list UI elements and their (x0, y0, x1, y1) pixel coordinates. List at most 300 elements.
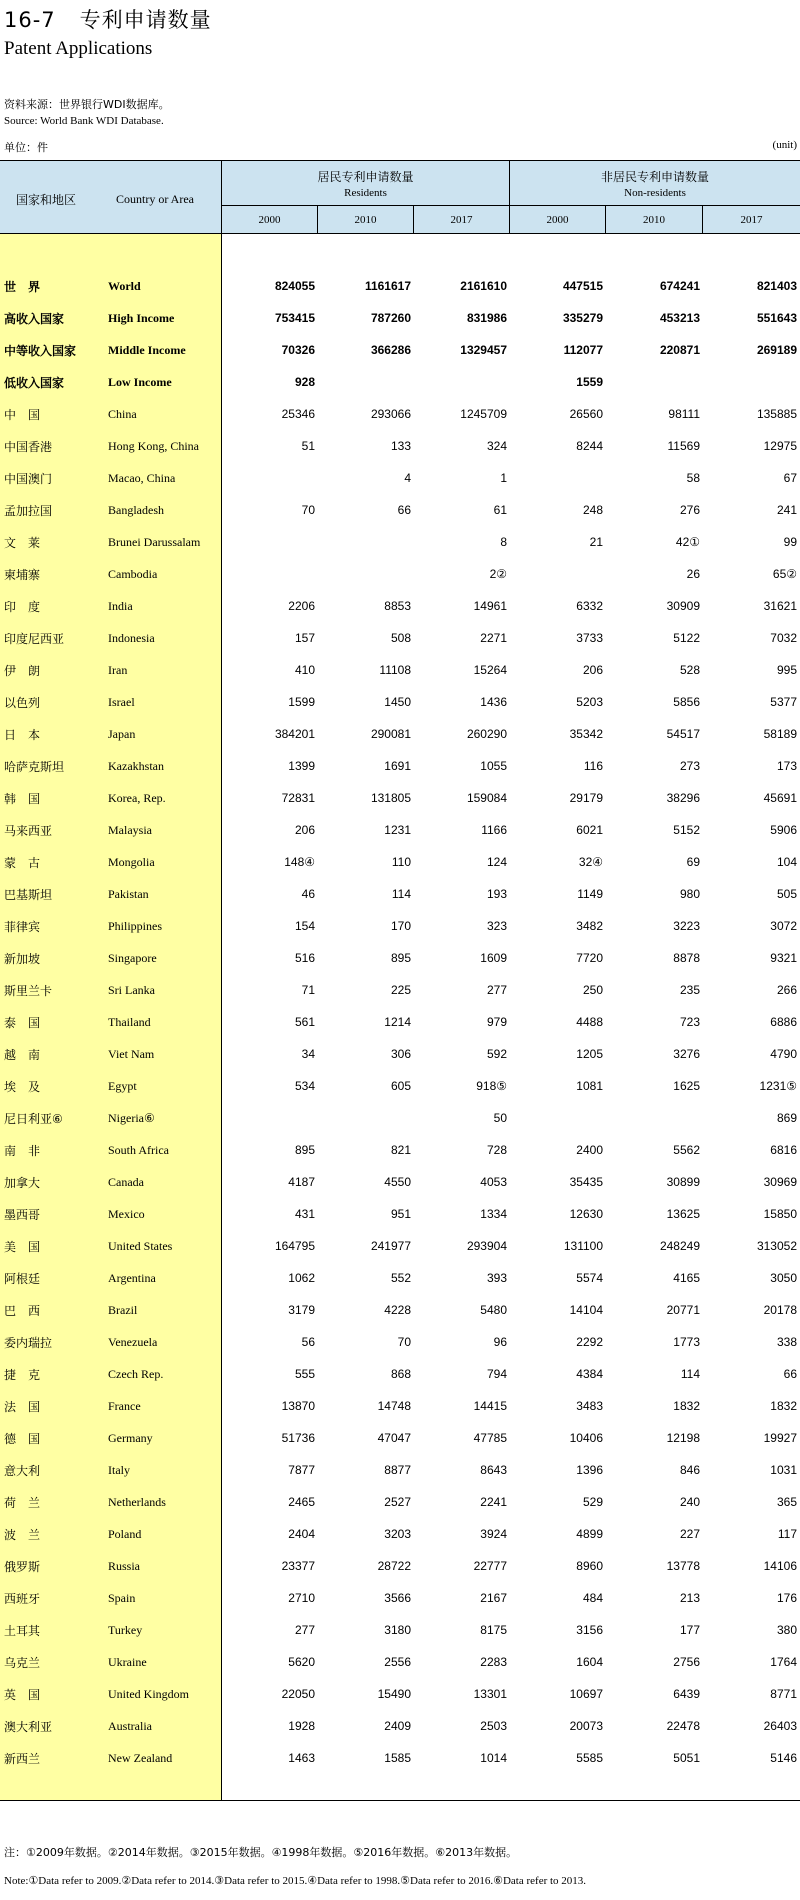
value-cell: 70326 (281, 343, 315, 357)
value-cell: 4053 (480, 1175, 507, 1189)
value-cell: 13870 (281, 1399, 315, 1413)
table-row (0, 462, 800, 494)
value-cell: 3483 (576, 1399, 603, 1413)
value-cell: 895 (390, 951, 411, 965)
value-cell: 918⑤ (476, 1079, 507, 1093)
value-cell: 2292 (576, 1335, 603, 1349)
table-row (0, 622, 800, 654)
country-name-cn: 意大利 (4, 1464, 41, 1478)
country-name-en: Macao, China (108, 471, 176, 485)
value-cell: 995 (776, 663, 797, 677)
country-name-cn: 蒙 古 (4, 856, 41, 870)
country-name-cn: 英 国 (4, 1688, 41, 1702)
value-cell: 928 (294, 375, 315, 389)
value-cell: 1245709 (460, 407, 507, 421)
value-cell: 227 (679, 1527, 700, 1541)
value-cell: 22777 (473, 1559, 507, 1573)
country-name-cn: 孟加拉国 (4, 504, 53, 518)
footnote-en: Note:①Data refer to 2009.②Data refer to 2014.③Data refer to 2015.④Data refer to 1998.⑤Data refer to 2016.⑥Data refer to 2013. (4, 1875, 587, 1887)
value-cell: 3203 (384, 1527, 411, 1541)
value-cell: 13625 (666, 1207, 700, 1221)
value-cell: 1399 (288, 759, 315, 773)
table-row (0, 1646, 800, 1678)
source-note-cn: 资料来源：世界银行WDI数据库。 (4, 98, 170, 111)
value-cell: 220871 (659, 343, 700, 357)
table-row (0, 718, 800, 750)
value-cell: 206 (582, 663, 603, 677)
value-cell: 1161617 (364, 279, 411, 293)
value-cell: 14104 (569, 1303, 603, 1317)
value-cell: 552 (390, 1271, 411, 1285)
value-cell: 1928 (288, 1719, 315, 1733)
value-cell: 213 (679, 1591, 700, 1605)
value-cell: 29179 (569, 791, 603, 805)
value-cell: 26560 (569, 407, 603, 421)
value-cell: 104 (776, 855, 797, 869)
value-cell: 14106 (763, 1559, 797, 1573)
country-name-en: Nigeria⑥ (108, 1111, 155, 1125)
table-row (0, 590, 800, 622)
country-name-cn: 巴 西 (4, 1304, 41, 1318)
table-row (0, 654, 800, 686)
value-cell: 46 (301, 887, 315, 901)
value-cell: 2710 (288, 1591, 315, 1605)
value-cell: 5203 (576, 695, 603, 709)
value-cell: 21 (589, 535, 603, 549)
residents-header-en: Residents (344, 187, 387, 199)
value-cell: 831986 (466, 311, 507, 325)
table-row (0, 1006, 800, 1038)
value-cell: 821403 (756, 279, 797, 293)
value-cell: 66 (783, 1367, 797, 1381)
country-header-cn: 国家和地区 (16, 193, 77, 207)
country-name-cn: 南 非 (4, 1144, 41, 1158)
value-cell: 114 (391, 887, 411, 901)
value-cell: 1691 (384, 759, 411, 773)
value-cell: 61 (493, 503, 507, 517)
value-cell: 6439 (673, 1687, 700, 1701)
value-cell: 35342 (569, 727, 603, 741)
value-cell: 2465 (288, 1495, 315, 1509)
value-cell: 980 (679, 887, 700, 901)
value-cell: 8878 (673, 951, 700, 965)
country-name-cn: 中等收入国家 (4, 344, 77, 358)
value-cell: 3223 (673, 919, 700, 933)
value-cell: 605 (390, 1079, 411, 1093)
value-cell: 3050 (770, 1271, 797, 1285)
value-cell: 674241 (659, 279, 700, 293)
value-cell: 131100 (563, 1239, 603, 1253)
value-cell: 1609 (480, 951, 507, 965)
table-row (0, 558, 800, 590)
value-cell: 528 (679, 663, 700, 677)
value-cell: 787260 (370, 311, 411, 325)
country-name-en: Korea, Rep. (108, 791, 166, 805)
country-name-en: Philippines (108, 919, 163, 933)
value-cell: 1149 (577, 887, 603, 901)
value-cell: 12630 (569, 1207, 603, 1221)
table-row (0, 494, 800, 526)
value-cell: 951 (390, 1207, 411, 1221)
value-cell: 3733 (576, 631, 603, 645)
value-cell: 277 (294, 1623, 315, 1637)
value-cell: 28722 (377, 1559, 411, 1573)
country-name-en: Viet Nam (108, 1047, 155, 1061)
table-row (0, 302, 800, 334)
table-row (0, 430, 800, 462)
value-cell: 58 (686, 471, 700, 485)
country-name-cn: 马来西亚 (4, 824, 53, 838)
value-cell: 5051 (673, 1751, 700, 1765)
value-cell: 1014 (480, 1751, 507, 1765)
value-cell: 69 (686, 855, 700, 869)
country-name-en: Italy (108, 1463, 130, 1477)
table-row (0, 1262, 800, 1294)
value-cell: 110 (391, 855, 411, 869)
table-row (0, 1326, 800, 1358)
unit-label-en: (unit) (772, 139, 797, 151)
country-name-cn: 中国澳门 (4, 472, 53, 486)
year-header-residents-2010: 2010 (318, 206, 414, 234)
table-row (0, 1486, 800, 1518)
value-cell: 895 (294, 1143, 315, 1157)
residents-group-header (222, 161, 510, 206)
value-cell: 313052 (756, 1239, 797, 1253)
value-cell: 248249 (659, 1239, 700, 1253)
value-cell: 240 (679, 1495, 700, 1509)
value-cell: 11569 (667, 439, 700, 453)
country-name-en: Germany (108, 1431, 153, 1445)
country-name-cn: 柬埔寨 (4, 568, 41, 582)
country-name-en: New Zealand (108, 1751, 173, 1765)
value-cell: 516 (294, 951, 315, 965)
value-cell: 555 (294, 1367, 315, 1381)
value-cell: 15264 (473, 663, 507, 677)
country-name-en: Mexico (108, 1207, 145, 1221)
country-name-en: Malaysia (108, 823, 152, 837)
value-cell: 534 (294, 1079, 315, 1093)
country-name-cn: 日 本 (4, 728, 41, 742)
value-cell: 2756 (673, 1655, 700, 1669)
value-cell: 133 (390, 439, 411, 453)
value-cell: 38296 (666, 791, 700, 805)
value-cell: 1231 (384, 823, 411, 837)
country-name-en: Mongolia (108, 855, 155, 869)
value-cell: 14748 (377, 1399, 411, 1413)
country-name-en: Canada (108, 1175, 144, 1189)
country-name-en: Ukraine (108, 1655, 147, 1669)
table-row (0, 1134, 800, 1166)
value-cell: 170 (390, 919, 411, 933)
value-cell: 1773 (673, 1335, 700, 1349)
value-cell: 293066 (370, 407, 411, 421)
value-cell: 380 (776, 1623, 797, 1637)
value-cell: 30909 (666, 599, 700, 613)
residents-header-cn: 居民专利申请数量 (317, 170, 414, 184)
value-cell: 8771 (770, 1687, 797, 1701)
country-name-en: Brunei Darussalam (108, 535, 201, 549)
table-row (0, 1550, 800, 1582)
value-cell: 8643 (480, 1463, 507, 1477)
country-name-en: India (108, 599, 133, 613)
value-cell: 5122 (673, 631, 700, 645)
country-name-cn: 巴基斯坦 (4, 888, 53, 902)
table-row (0, 1678, 800, 1710)
year-header-residents-2000: 2000 (222, 206, 318, 234)
value-cell: 5906 (770, 823, 797, 837)
value-cell: 8853 (384, 599, 411, 613)
value-cell: 6021 (576, 823, 603, 837)
value-cell: 12975 (763, 439, 797, 453)
value-cell: 4899 (576, 1527, 603, 1541)
table-row (0, 526, 800, 558)
table-row (0, 1742, 800, 1774)
country-name-en: Venezuela (108, 1335, 158, 1349)
value-cell: 453213 (659, 311, 700, 325)
value-cell: 8244 (576, 439, 603, 453)
value-cell: 98111 (668, 407, 700, 421)
value-cell: 338 (776, 1335, 797, 1349)
table-row (0, 750, 800, 782)
value-cell: 8175 (480, 1623, 507, 1637)
value-cell: 592 (486, 1047, 507, 1061)
value-cell: 4165 (673, 1271, 700, 1285)
value-cell: 47047 (377, 1431, 411, 1445)
value-cell: 15850 (763, 1207, 797, 1221)
value-cell: 2404 (288, 1527, 315, 1541)
value-cell: 821 (390, 1143, 411, 1157)
value-cell: 5146 (770, 1751, 797, 1765)
value-cell: 30969 (763, 1175, 797, 1189)
value-cell: 431 (294, 1207, 315, 1221)
country-name-cn: 法 国 (4, 1400, 41, 1414)
table-row (0, 1038, 800, 1070)
country-name-cn: 加拿大 (4, 1176, 41, 1190)
value-cell: 1599 (288, 695, 315, 709)
value-cell: 114 (680, 1367, 700, 1381)
value-cell: 273 (679, 759, 700, 773)
value-cell: 277 (486, 983, 507, 997)
value-cell: 6816 (770, 1143, 797, 1157)
value-cell: 5377 (770, 695, 797, 709)
country-name-cn: 印度尼西亚 (4, 632, 65, 646)
country-name-en: Spain (108, 1591, 136, 1605)
value-cell: 9321 (770, 951, 797, 965)
value-cell: 1559 (576, 375, 603, 389)
value-cell: 2206 (288, 599, 315, 613)
table-row (0, 1710, 800, 1742)
value-cell: 32④ (578, 855, 603, 869)
value-cell: 13301 (473, 1687, 507, 1701)
country-name-en: Middle Income (108, 343, 186, 357)
value-cell: 50 (493, 1111, 507, 1125)
value-cell: 1166 (481, 823, 507, 837)
value-cell: 2400 (576, 1143, 603, 1157)
country-name-en: China (108, 407, 137, 421)
country-name-cn: 以色列 (4, 696, 41, 710)
country-name-en: Russia (108, 1559, 141, 1573)
value-cell: 20771 (666, 1303, 700, 1317)
value-cell: 335279 (562, 311, 603, 325)
value-cell: 26 (686, 567, 700, 581)
table-row (0, 366, 800, 398)
value-cell: 529 (582, 1495, 603, 1509)
value-cell: 54517 (666, 727, 700, 741)
value-cell: 112077 (563, 343, 603, 357)
value-cell: 5620 (288, 1655, 315, 1669)
nonresidents-header-cn: 非居民专利申请数量 (600, 170, 709, 184)
table-row (0, 974, 800, 1006)
value-cell: 447515 (562, 279, 603, 293)
value-cell: 5152 (673, 823, 700, 837)
value-cell: 70 (397, 1335, 411, 1349)
value-cell: 241977 (370, 1239, 411, 1253)
value-cell: 1 (500, 471, 507, 485)
value-cell: 116 (583, 759, 603, 773)
value-cell: 7720 (576, 951, 603, 965)
value-cell: 15490 (377, 1687, 411, 1701)
value-cell: 20073 (569, 1719, 603, 1733)
value-cell: 4488 (576, 1015, 603, 1029)
value-cell: 979 (486, 1015, 507, 1029)
value-cell: 3180 (384, 1623, 411, 1637)
value-cell: 248 (582, 503, 603, 517)
country-name-cn: 越 南 (4, 1048, 41, 1062)
value-cell: 56 (301, 1335, 315, 1349)
year-header-nonresidents-2017: 2017 (703, 206, 800, 234)
value-cell: 3924 (480, 1527, 507, 1541)
value-cell: 1764 (770, 1655, 797, 1669)
value-cell: 8 (500, 535, 507, 549)
value-cell: 1081 (576, 1079, 603, 1093)
value-cell: 323 (486, 919, 507, 933)
value-cell: 508 (390, 631, 411, 645)
country-name-en: Cambodia (108, 567, 158, 581)
value-cell: 551643 (756, 311, 797, 325)
country-name-cn: 文 莱 (4, 536, 41, 550)
value-cell: 6332 (576, 599, 603, 613)
value-cell: 5480 (480, 1303, 507, 1317)
country-name-en: France (108, 1399, 141, 1413)
country-name-en: Bangladesh (108, 503, 164, 517)
table-row (0, 1582, 800, 1614)
value-cell: 117 (777, 1527, 797, 1541)
value-cell: 34 (301, 1047, 315, 1061)
value-cell: 72831 (281, 791, 315, 805)
value-cell: 4550 (384, 1175, 411, 1189)
country-name-cn: 新加坡 (4, 952, 41, 966)
value-cell: 1055 (480, 759, 507, 773)
value-cell: 3156 (576, 1623, 603, 1637)
country-name-cn: 委内瑞拉 (4, 1336, 53, 1350)
value-cell: 3179 (288, 1303, 315, 1317)
country-name-cn: 阿根廷 (4, 1272, 41, 1286)
value-cell: 384201 (274, 727, 315, 741)
value-cell: 2503 (480, 1719, 507, 1733)
country-name-cn: 乌克兰 (4, 1656, 41, 1670)
value-cell: 561 (294, 1015, 315, 1029)
value-cell: 2283 (480, 1655, 507, 1669)
value-cell: 266 (776, 983, 797, 997)
country-name-cn: 西班牙 (4, 1592, 41, 1606)
value-cell: 4384 (576, 1367, 603, 1381)
value-cell: 484 (582, 1591, 603, 1605)
year-header-nonresidents-2010: 2010 (606, 206, 703, 234)
value-cell: 293904 (466, 1239, 507, 1253)
value-cell: 45691 (763, 791, 797, 805)
country-header-en: Country or Area (116, 192, 194, 206)
value-cell: 5574 (576, 1271, 603, 1285)
country-name-cn: 泰 国 (4, 1016, 41, 1030)
table-row (0, 1230, 800, 1262)
year-header-nonresidents-2000: 2000 (510, 206, 606, 234)
value-cell: 47785 (473, 1431, 507, 1445)
table-row (0, 686, 800, 718)
value-cell: 1231⑤ (759, 1079, 797, 1093)
value-cell: 1585 (384, 1751, 411, 1765)
country-name-cn: 哈萨克斯坦 (4, 760, 65, 774)
value-cell: 306 (390, 1047, 411, 1061)
country-name-en: Egypt (108, 1079, 137, 1093)
country-name-en: Indonesia (108, 631, 155, 645)
table-row (0, 846, 800, 878)
table-row (0, 782, 800, 814)
value-cell: 23377 (281, 1559, 315, 1573)
country-name-cn: 尼日利亚⑥ (4, 1112, 63, 1126)
value-cell: 393 (486, 1271, 507, 1285)
value-cell: 159084 (466, 791, 507, 805)
country-name-en: Sri Lanka (108, 983, 155, 997)
value-cell: 1329457 (460, 343, 507, 357)
value-cell: 42① (675, 535, 700, 549)
value-cell: 1604 (576, 1655, 603, 1669)
value-cell: 1625 (673, 1079, 700, 1093)
value-cell: 22050 (281, 1687, 315, 1701)
country-name-en: Argentina (108, 1271, 156, 1285)
value-cell: 30899 (666, 1175, 700, 1189)
value-cell: 5562 (673, 1143, 700, 1157)
value-cell: 51736 (281, 1431, 315, 1445)
value-cell: 4187 (288, 1175, 315, 1189)
table-row (0, 942, 800, 974)
unit-label-cn: 单位：件 (4, 141, 48, 154)
value-cell: 1214 (384, 1015, 411, 1029)
value-cell: 1832 (673, 1399, 700, 1413)
country-name-cn: 俄罗斯 (4, 1560, 41, 1574)
value-cell: 66 (397, 503, 411, 517)
table-row (0, 1166, 800, 1198)
country-name-en: Israel (108, 695, 135, 709)
country-name-en: World (108, 279, 141, 293)
value-cell: 269189 (756, 343, 797, 357)
country-name-cn: 澳大利亚 (4, 1720, 53, 1734)
country-name-cn: 波 兰 (4, 1528, 41, 1542)
footnote-cn: 注：①2009年数据。②2014年数据。③2015年数据。④1998年数据。⑤2016年数据。⑥2013年数据。 (4, 1846, 518, 1859)
table-row (0, 1518, 800, 1550)
country-name-en: Australia (108, 1719, 152, 1733)
table-row (0, 814, 800, 846)
value-cell: 22478 (666, 1719, 700, 1733)
value-cell: 1396 (576, 1463, 603, 1477)
table-title-en: Patent Applications (4, 38, 153, 59)
value-cell: 824055 (274, 279, 315, 293)
value-cell: 5856 (673, 695, 700, 709)
country-name-en: United States (108, 1239, 173, 1253)
value-cell: 1450 (384, 695, 411, 709)
value-cell: 71 (301, 983, 315, 997)
country-name-en: Low Income (108, 375, 172, 389)
value-cell: 1062 (288, 1271, 315, 1285)
